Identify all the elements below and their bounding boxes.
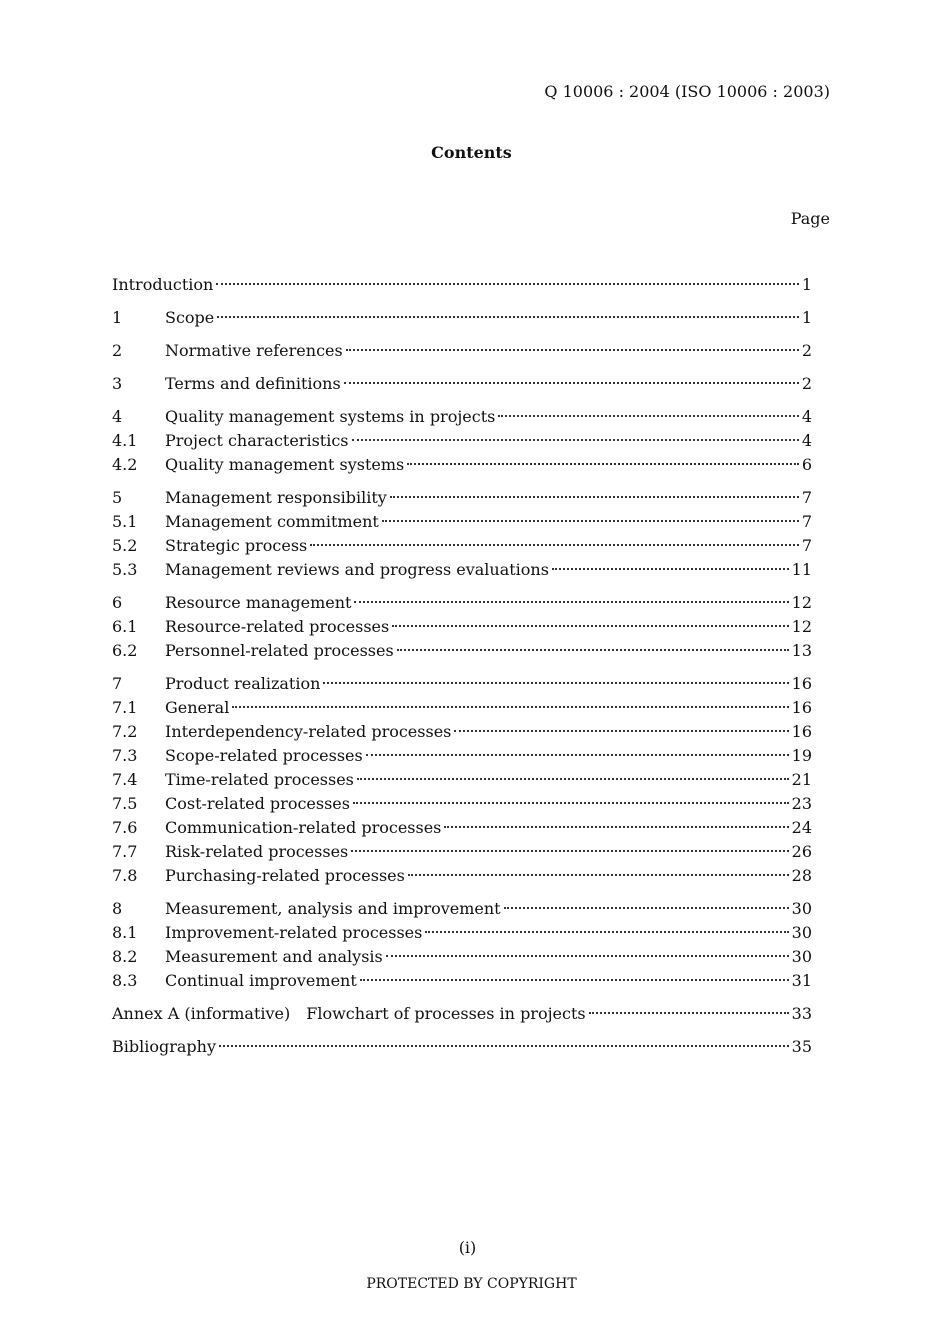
- toc-entry-title: Improvement-related processes: [165, 923, 423, 942]
- toc-entry-title: Quality management systems: [165, 455, 405, 474]
- toc-entry-number: 7.7: [112, 842, 138, 861]
- dot-leader: [589, 1012, 789, 1014]
- toc-entry-page: 31: [791, 971, 812, 990]
- toc-entry-page: 33: [791, 1004, 812, 1023]
- toc-entry[interactable]: [112, 720, 812, 744]
- toc-entry-title: Time-related processes: [165, 770, 354, 789]
- dot-leader: [344, 382, 799, 384]
- toc-entry-page: 7: [801, 512, 812, 531]
- toc-entry[interactable]: [112, 768, 812, 792]
- toc-entry[interactable]: [112, 510, 812, 534]
- dot-leader: [397, 649, 789, 651]
- page-column-label: Page: [790, 209, 830, 228]
- dot-leader: [498, 415, 798, 417]
- document-reference: Q 10006 : 2004 (ISO 10006 : 2003): [544, 82, 830, 101]
- toc-entry-number: 6.1: [112, 617, 138, 636]
- toc-entry-page: 12: [791, 617, 812, 636]
- toc-entry[interactable]: [112, 615, 812, 639]
- toc-entry-page: 12: [791, 593, 812, 612]
- dot-leader: [354, 601, 788, 603]
- toc-entry[interactable]: [112, 486, 812, 510]
- dot-leader: [408, 874, 789, 876]
- toc-entry-title: Terms and definitions: [165, 374, 341, 393]
- toc-entry-page: 2: [801, 341, 812, 360]
- toc-entry-title: Project characteristics: [165, 431, 349, 450]
- toc-entry-title: Quality management systems in projects: [165, 407, 496, 426]
- dot-leader: [310, 544, 799, 546]
- dot-leader: [216, 283, 798, 285]
- toc-entry-title: Introduction: [112, 275, 214, 294]
- toc-entry-page: 4: [801, 407, 812, 426]
- dot-leader: [323, 682, 788, 684]
- toc-entry-page: 19: [791, 746, 812, 765]
- dot-leader: [382, 520, 799, 522]
- toc-entry-page: 16: [791, 674, 812, 693]
- page-title: Contents: [431, 143, 512, 162]
- toc-entry-page: 16: [791, 722, 812, 741]
- toc-entry-page: 1: [801, 308, 812, 327]
- toc-entry[interactable]: [112, 969, 812, 993]
- toc-entry-number: 8: [112, 899, 123, 918]
- toc-entry-number: 6: [112, 593, 123, 612]
- toc-group: [112, 306, 812, 330]
- dot-leader: [386, 955, 789, 957]
- toc-entry-number: 5.2: [112, 536, 138, 555]
- toc-entry[interactable]: [112, 273, 812, 297]
- toc-entry-page: 24: [791, 818, 812, 837]
- toc-entry-page: 26: [791, 842, 812, 861]
- toc-entry-number: 7: [112, 674, 123, 693]
- toc-entry-page: 16: [791, 698, 812, 717]
- toc-entry[interactable]: [112, 639, 812, 663]
- toc-entry-page: 4: [801, 431, 812, 450]
- toc-entry-page: 30: [791, 923, 812, 942]
- toc-entry[interactable]: [112, 897, 812, 921]
- toc-group: [112, 486, 812, 582]
- toc-entry[interactable]: [112, 744, 812, 768]
- toc-entry[interactable]: [112, 591, 812, 615]
- toc-entry[interactable]: [112, 840, 812, 864]
- toc-entry-number: 7.6: [112, 818, 138, 837]
- toc-entry-title: Strategic process: [165, 536, 308, 555]
- toc-entry[interactable]: [112, 1002, 812, 1026]
- toc-entry[interactable]: [112, 921, 812, 945]
- toc-entry-title: Product realization: [165, 674, 321, 693]
- toc-entry-title: Scope-related processes: [165, 746, 363, 765]
- toc-entry-page: 30: [791, 899, 812, 918]
- toc-entry-title: Communication-related processes: [165, 818, 442, 837]
- toc-entry-title: Management responsibility: [165, 488, 387, 507]
- toc-entry-title: Cost-related processes: [165, 794, 350, 813]
- toc-entry-title: Measurement, analysis and improvement: [165, 899, 501, 918]
- dot-leader: [444, 826, 788, 828]
- dot-leader: [392, 625, 788, 627]
- toc-entry[interactable]: [112, 453, 812, 477]
- toc-group: [112, 1035, 812, 1059]
- toc-entry[interactable]: [112, 429, 812, 453]
- toc-group: [112, 591, 812, 663]
- toc-entry[interactable]: [112, 534, 812, 558]
- dot-leader: [360, 979, 789, 981]
- toc-group: [112, 372, 812, 396]
- dot-leader: [352, 439, 799, 441]
- dot-leader: [357, 778, 789, 780]
- toc-entry-number: 7.4: [112, 770, 138, 789]
- toc-entry-page: 7: [801, 536, 812, 555]
- toc-entry-title: Annex A (informative) Flowchart of processes in projects: [112, 1004, 586, 1023]
- toc-entry[interactable]: [112, 816, 812, 840]
- toc-entry-title: Continual improvement: [165, 971, 357, 990]
- toc-entry-number: 7.8: [112, 866, 138, 885]
- toc-entry-number: 8.1: [112, 923, 138, 942]
- dot-leader: [217, 316, 799, 318]
- toc-entry-number: 3: [112, 374, 123, 393]
- toc-entry[interactable]: [112, 372, 812, 396]
- toc-entry[interactable]: [112, 1035, 812, 1059]
- dot-leader: [366, 754, 789, 756]
- toc-entry-title: Measurement and analysis: [165, 947, 383, 966]
- dot-leader: [504, 907, 789, 909]
- toc-entry-title: Resource-related processes: [165, 617, 390, 636]
- toc-entry-title: Risk-related processes: [165, 842, 349, 861]
- toc-entry-title: Management reviews and progress evaluations: [165, 560, 549, 579]
- dot-leader: [390, 496, 799, 498]
- toc-entry[interactable]: [112, 945, 812, 969]
- toc-group: [112, 405, 812, 477]
- copyright-notice: PROTECTED BY COPYRIGHT: [366, 1276, 577, 1292]
- toc-entry-title: Bibliography: [112, 1037, 216, 1056]
- toc-entry-number: 8.2: [112, 947, 138, 966]
- toc-entry[interactable]: [112, 864, 812, 888]
- toc-entry-number: 7.5: [112, 794, 138, 813]
- toc-entry-number: 5: [112, 488, 123, 507]
- toc-entry-title: Scope: [165, 308, 215, 327]
- toc-entry-title: Resource management: [165, 593, 352, 612]
- toc-entry-number: 7.2: [112, 722, 138, 741]
- toc-entry-title: Normative references: [165, 341, 343, 360]
- dot-leader: [407, 463, 799, 465]
- toc-entry-page: 11: [791, 560, 812, 579]
- toc-entry-page: 7: [801, 488, 812, 507]
- toc-entry-page: 6: [801, 455, 812, 474]
- toc-entry-page: 30: [791, 947, 812, 966]
- toc-entry-page: 2: [801, 374, 812, 393]
- dot-leader: [351, 850, 788, 852]
- toc-entry[interactable]: [112, 672, 812, 696]
- toc-entry-page: 23: [791, 794, 812, 813]
- dot-leader: [219, 1045, 789, 1047]
- dot-leader: [454, 730, 788, 732]
- toc-entry-page: 21: [791, 770, 812, 789]
- toc-entry-page: 28: [791, 866, 812, 885]
- dot-leader: [425, 931, 788, 933]
- toc-group: [112, 1002, 812, 1026]
- toc-entry-number: 8.3: [112, 971, 138, 990]
- toc-entry-page: 13: [791, 641, 812, 660]
- toc-entry[interactable]: [112, 339, 812, 363]
- toc-entry-number: 2: [112, 341, 123, 360]
- toc-entry-number: 4.2: [112, 455, 138, 474]
- toc-entry-number: 6.2: [112, 641, 138, 660]
- toc-entry-page: 35: [791, 1037, 812, 1056]
- toc-group: [112, 897, 812, 993]
- toc-entry[interactable]: [112, 405, 812, 429]
- toc-entry-title: General: [165, 698, 230, 717]
- dot-leader: [232, 706, 788, 708]
- toc-group: [112, 273, 812, 297]
- toc-entry-number: 5.1: [112, 512, 138, 531]
- toc-entry-title: Interdependency-related processes: [165, 722, 452, 741]
- dot-leader: [552, 568, 789, 570]
- toc-entry-number: 7.1: [112, 698, 138, 717]
- toc-entry-title: Management commitment: [165, 512, 379, 531]
- table-of-contents: [112, 273, 812, 1068]
- toc-entry[interactable]: [112, 306, 812, 330]
- dot-leader: [346, 349, 799, 351]
- dot-leader: [353, 802, 789, 804]
- toc-entry-number: 4.1: [112, 431, 138, 450]
- toc-group: [112, 672, 812, 888]
- toc-entry[interactable]: [112, 792, 812, 816]
- toc-group: [112, 339, 812, 363]
- toc-entry[interactable]: [112, 696, 812, 720]
- toc-entry[interactable]: [112, 558, 812, 582]
- toc-entry-page: 1: [801, 275, 812, 294]
- toc-entry-number: 5.3: [112, 560, 138, 579]
- toc-entry-number: 1: [112, 308, 123, 327]
- toc-entry-title: Personnel-related processes: [165, 641, 394, 660]
- toc-entry-number: 7.3: [112, 746, 138, 765]
- toc-entry-title: Purchasing-related processes: [165, 866, 405, 885]
- page-number: (i): [458, 1238, 477, 1257]
- toc-entry-number: 4: [112, 407, 123, 426]
